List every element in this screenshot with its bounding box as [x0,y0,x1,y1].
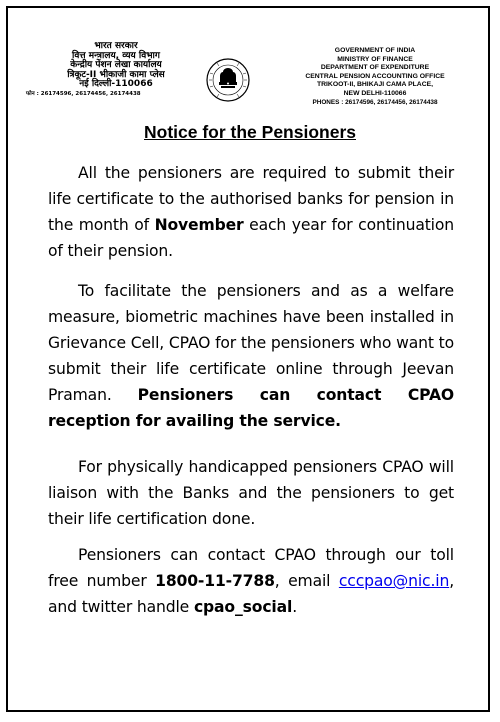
english-line-address: TRIKOOT-II, BHIKAJI CAMA PLACE, [316,81,434,89]
hindi-line-office: केन्द्रीय पेंशन लेखा कार्यालय [70,60,162,70]
paragraph-life-certificate [48,160,454,264]
hindi-line-govt: भारत सरकार [94,41,138,51]
p4-text-c: , and twitter handle [48,572,454,616]
letterhead-hindi [26,42,206,98]
p2-contact-reception: Pensioners can contact CPAO reception for availing the service. [48,386,454,430]
notice-title: Notice for the Pensioners [144,122,356,142]
english-line-city: NEW DELHI-110066 [343,89,407,97]
paragraph-handicapped [48,454,454,532]
hindi-line-ministry: वित्त मन्त्रालय, व्यय विभाग [72,50,160,61]
toll-free-number: 1800-11-7788 [155,572,275,590]
hindi-phone: फोन : 26174596, 26174456, 26174438 [26,90,141,97]
email-link[interactable]: cccpao@nic.in [338,572,450,590]
english-line-department: DEPARTMENT OF EXPENDITURE [320,64,430,72]
english-phone: PHONES : 26174596, 26174456, 26174438 [312,98,438,106]
p2-text-a: To facilitate the pensioners and as a welfare measure, biometric machines have been installed in Grievance Cell, CPAO for the pensioners who want to submit their life certificate online through Jeevan Praman. [48,282,454,404]
p4-text-a: Pensioners can contact CPAO through our toll free number [48,546,454,590]
p1-month: November [154,216,244,234]
paragraph-biometric [48,278,454,434]
p4-text-d: . [292,598,298,616]
paragraph-contact [48,542,454,620]
hindi-line-address: त्रिकूट-II भीकाजी कामा प्लेस [67,69,165,80]
english-line-govt: GOVERNMENT OF INDIA [334,47,416,54]
p4-text-b: , email [274,572,339,590]
hindi-line-city: नई दिल्ली-110066 [79,79,153,89]
p1-text-c: each year for continuation of their pension. [48,216,454,260]
letterhead-english [280,47,470,107]
twitter-handle: cpao_social [193,598,293,616]
english-line-office: CENTRAL PENSION ACCOUNTING OFFICE [305,72,445,80]
national-emblem-icon [205,57,251,103]
p3-text: For physically handicapped pensioners CPAO will liaison with the Banks and the pensioners to get their life certification done. [48,458,454,528]
p1-text-a: All the pensioners are required to submit their life certificate to the authorised banks for pension in the month of [48,164,454,234]
english-line-ministry: MINISTRY OF FINANCE [337,55,413,63]
